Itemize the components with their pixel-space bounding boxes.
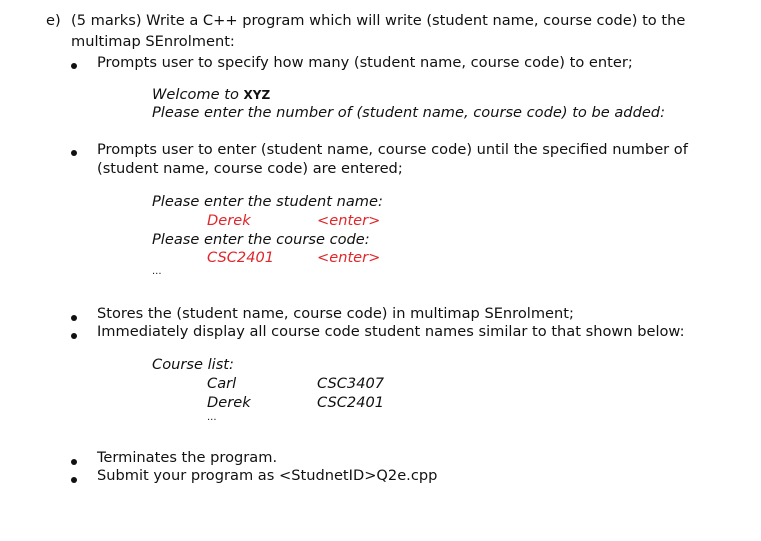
sample2-ellipsis: ... [152, 266, 162, 277]
name-enter: <enter> [317, 212, 381, 229]
name-prompt: Please enter the student name: [152, 193, 383, 210]
question-line-2: multimap SEnrolment: [71, 33, 235, 50]
bullet-text-6: Submit your program as <StudnetID>Q2e.cpp [97, 467, 438, 484]
bullet-text-5: Terminates the program. [97, 449, 278, 466]
welcome-prefix: Welcome to [152, 86, 239, 103]
bullet-dot [71, 459, 77, 465]
course-row-code: CSC3407 [317, 375, 385, 392]
bullet-dot [71, 150, 77, 156]
bullet-text-2b: (student name, course code) are entered; [97, 160, 403, 177]
sample-number-prompt: Please enter the number of (student name, course code) to be added: [152, 104, 665, 121]
code-value: CSC2401 [207, 249, 275, 266]
course-list-header: Course list: [152, 356, 234, 373]
course-row-name: Derek [207, 394, 251, 411]
bullet-dot [71, 63, 77, 69]
course-row-name: Carl [207, 375, 237, 392]
question-label: e) [46, 12, 61, 29]
bullet-dot [71, 315, 77, 321]
question-line-1: (5 marks) Write a C++ program which will write (student name, course code) to the [71, 12, 686, 29]
name-value: Derek [207, 212, 251, 229]
code-enter: <enter> [317, 249, 381, 266]
bullet-dot [71, 477, 77, 483]
welcome-brand: XYZ [243, 88, 271, 102]
bullet-dot [71, 333, 77, 339]
sample3-ellipsis: ... [207, 412, 217, 423]
bullet-text-1: Prompts user to specify how many (student name, course code) to enter; [97, 54, 633, 71]
code-prompt: Please enter the course code: [152, 231, 370, 248]
sample-welcome [152, 86, 270, 103]
bullet-text-4: Immediately display all course code student names similar to that shown below: [97, 323, 685, 340]
course-row-code: CSC2401 [317, 394, 385, 411]
bullet-text-3: Stores the (student name, course code) in multimap SEnrolment; [97, 305, 574, 322]
bullet-text-2a: Prompts user to enter (student name, course code) until the specified number of [97, 141, 688, 158]
